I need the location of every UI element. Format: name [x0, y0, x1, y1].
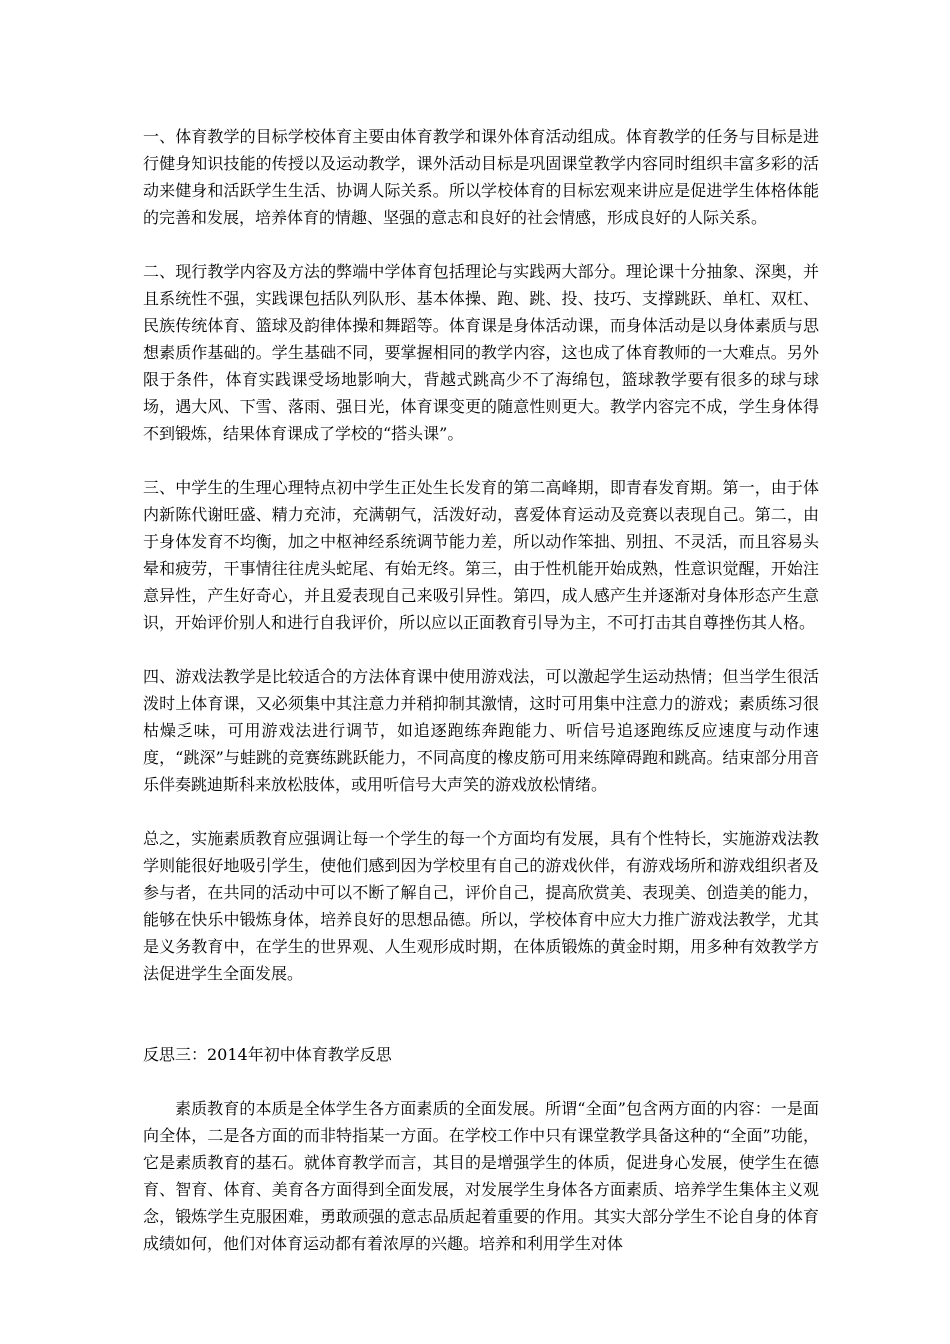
paragraph-teaching-goals: 一、体育教学的目标学校体育主要由体育教学和课外体育活动组成。体育教学的任务与目标是进行健身知识技能的传授以及运动教学，课外活动目标是巩固课堂教学内容同时组织丰富多彩的活动来健身和活跃学生生活、协调人际关系。所以学校体育的目标宏观来讲应是促进学生体格体能的完善和发展，培养体育的情趣、坚强的意志和良好的社会情感，形成良好的人际关系。	[143, 127, 819, 227]
paragraph-conclusion: 总之，实施素质教育应强调让每一个学生的每一个方面均有发展，具有个性特长，实施游戏法教学则能很好地吸引学生，使他们感到因为学校里有自己的游戏伙伴，有游戏场所和游戏组织者及参与者，在共同的活动中可以不断了解自己，评价自己，提高欣赏美、表现美、创造美的能力，能够在快乐中锻炼身体，培养良好的思想品德。所以，学校体育中应大力推广游戏法教学，尤其是义务教育中，在学生的世界观、人生观形成时期，在体质锻炼的黄金时期，用多种有效教学方法促进学生全面发展。	[143, 829, 819, 983]
paragraph-quality-education: 素质教育的本质是全体学生各方面素质的全面发展。所谓“全面”包含两方面的内容：一是面向全体，二是各方面的而非特指某一方面。在学校工作中只有课堂教学具备这种的“全面”功能，它是素质教育的基石。就体育教学而言，其目的是增强学生的体质，促进身心发展，使学生在德育、智育、体育、美育各方面得到全面发展，对发展学生身体各方面素质、培养学生集体主义观念，锻炼学生克服困难，勇敢顽强的意志品质起着重要的作用。其实大部分学生不论自身的体育成绩如何，他们对体育运动都有着浓厚的兴趣。培养和利用学生对体	[143, 1099, 819, 1253]
section-heading: 反思三：2014年初中体育教学反思	[143, 1045, 392, 1064]
paragraph-spacer	[143, 636, 819, 663]
document-page	[143, 123, 819, 1257]
paragraph-spacer	[143, 798, 819, 825]
paragraph-student-characteristics: 三、中学生的生理心理特点初中学生正处生长发育的第二高峰期，即青春发育期。第一，由于体内新陈代谢旺盛、精力充沛，充满朝气，活泼好动，喜爱体育运动及竞赛以表现自己。第二，由于身体发育不均衡，加之中枢神经系统调节能力差，所以动作笨拙、别扭、不灵活，而且容易头晕和疲劳，干事情往往虎头蛇尾、有始无终。第三，由于性机能开始成熟，性意识觉醒，开始注意异性，产生好奇心，并且爱表现自己来吸引异性。第四，成人感产生并逐渐对身体形态产生意识，开始评价别人和进行自我评价，所以应以正面教育引导为主，不可打击其自尊挫伤其人格。	[143, 478, 819, 632]
section-spacer	[143, 987, 819, 1041]
paragraph-game-method: 四、游戏法教学是比较适合的方法体育课中使用游戏法，可以激起学生运动热情；但当学生很活泼时上体育课，又必须集中其注意力并稍抑制其激情，这时可用集中注意力的游戏；素质练习很枯燥乏味，可用游戏法进行调节，如追逐跑练奔跑能力、听信号追逐跑练反应速度与动作速度，“跳深”与蛙跳的竞赛练跳跃能力，不同高度的橡皮筋可用来练障碍跑和跳高。结束部分用音乐伴奏跳迪斯科来放松肢体，或用听信号大声笑的游戏放松情绪。	[143, 667, 819, 794]
paragraph-spacer	[143, 447, 819, 474]
paragraph-spacer	[143, 1068, 819, 1095]
paragraph-spacer	[143, 231, 819, 258]
paragraph-current-drawbacks: 二、现行教学内容及方法的弊端中学体育包括理论与实践两大部分。理论课十分抽象、深奥，并且系统性不强，实践课包括队列队形、基本体操、跑、跳、投、技巧、支撑跳跃、单杠、双杠、民族传统体育、篮球及韵律体操和舞蹈等。体育课是身体活动课，而身体活动是以身体素质与思想素质作基础的。学生基础不同，要掌握相同的教学内容，这也成了体育教师的一大难点。另外限于条件，体育实践课受场地影响大，背越式跳高少不了海绵包，篮球教学要有很多的球与球场，遇大风、下雪、落雨、强日光，体育课变更的随意性则更大。教学内容完不成，学生身体得不到锻炼，结果体育课成了学校的“搭头课”。	[143, 262, 819, 443]
